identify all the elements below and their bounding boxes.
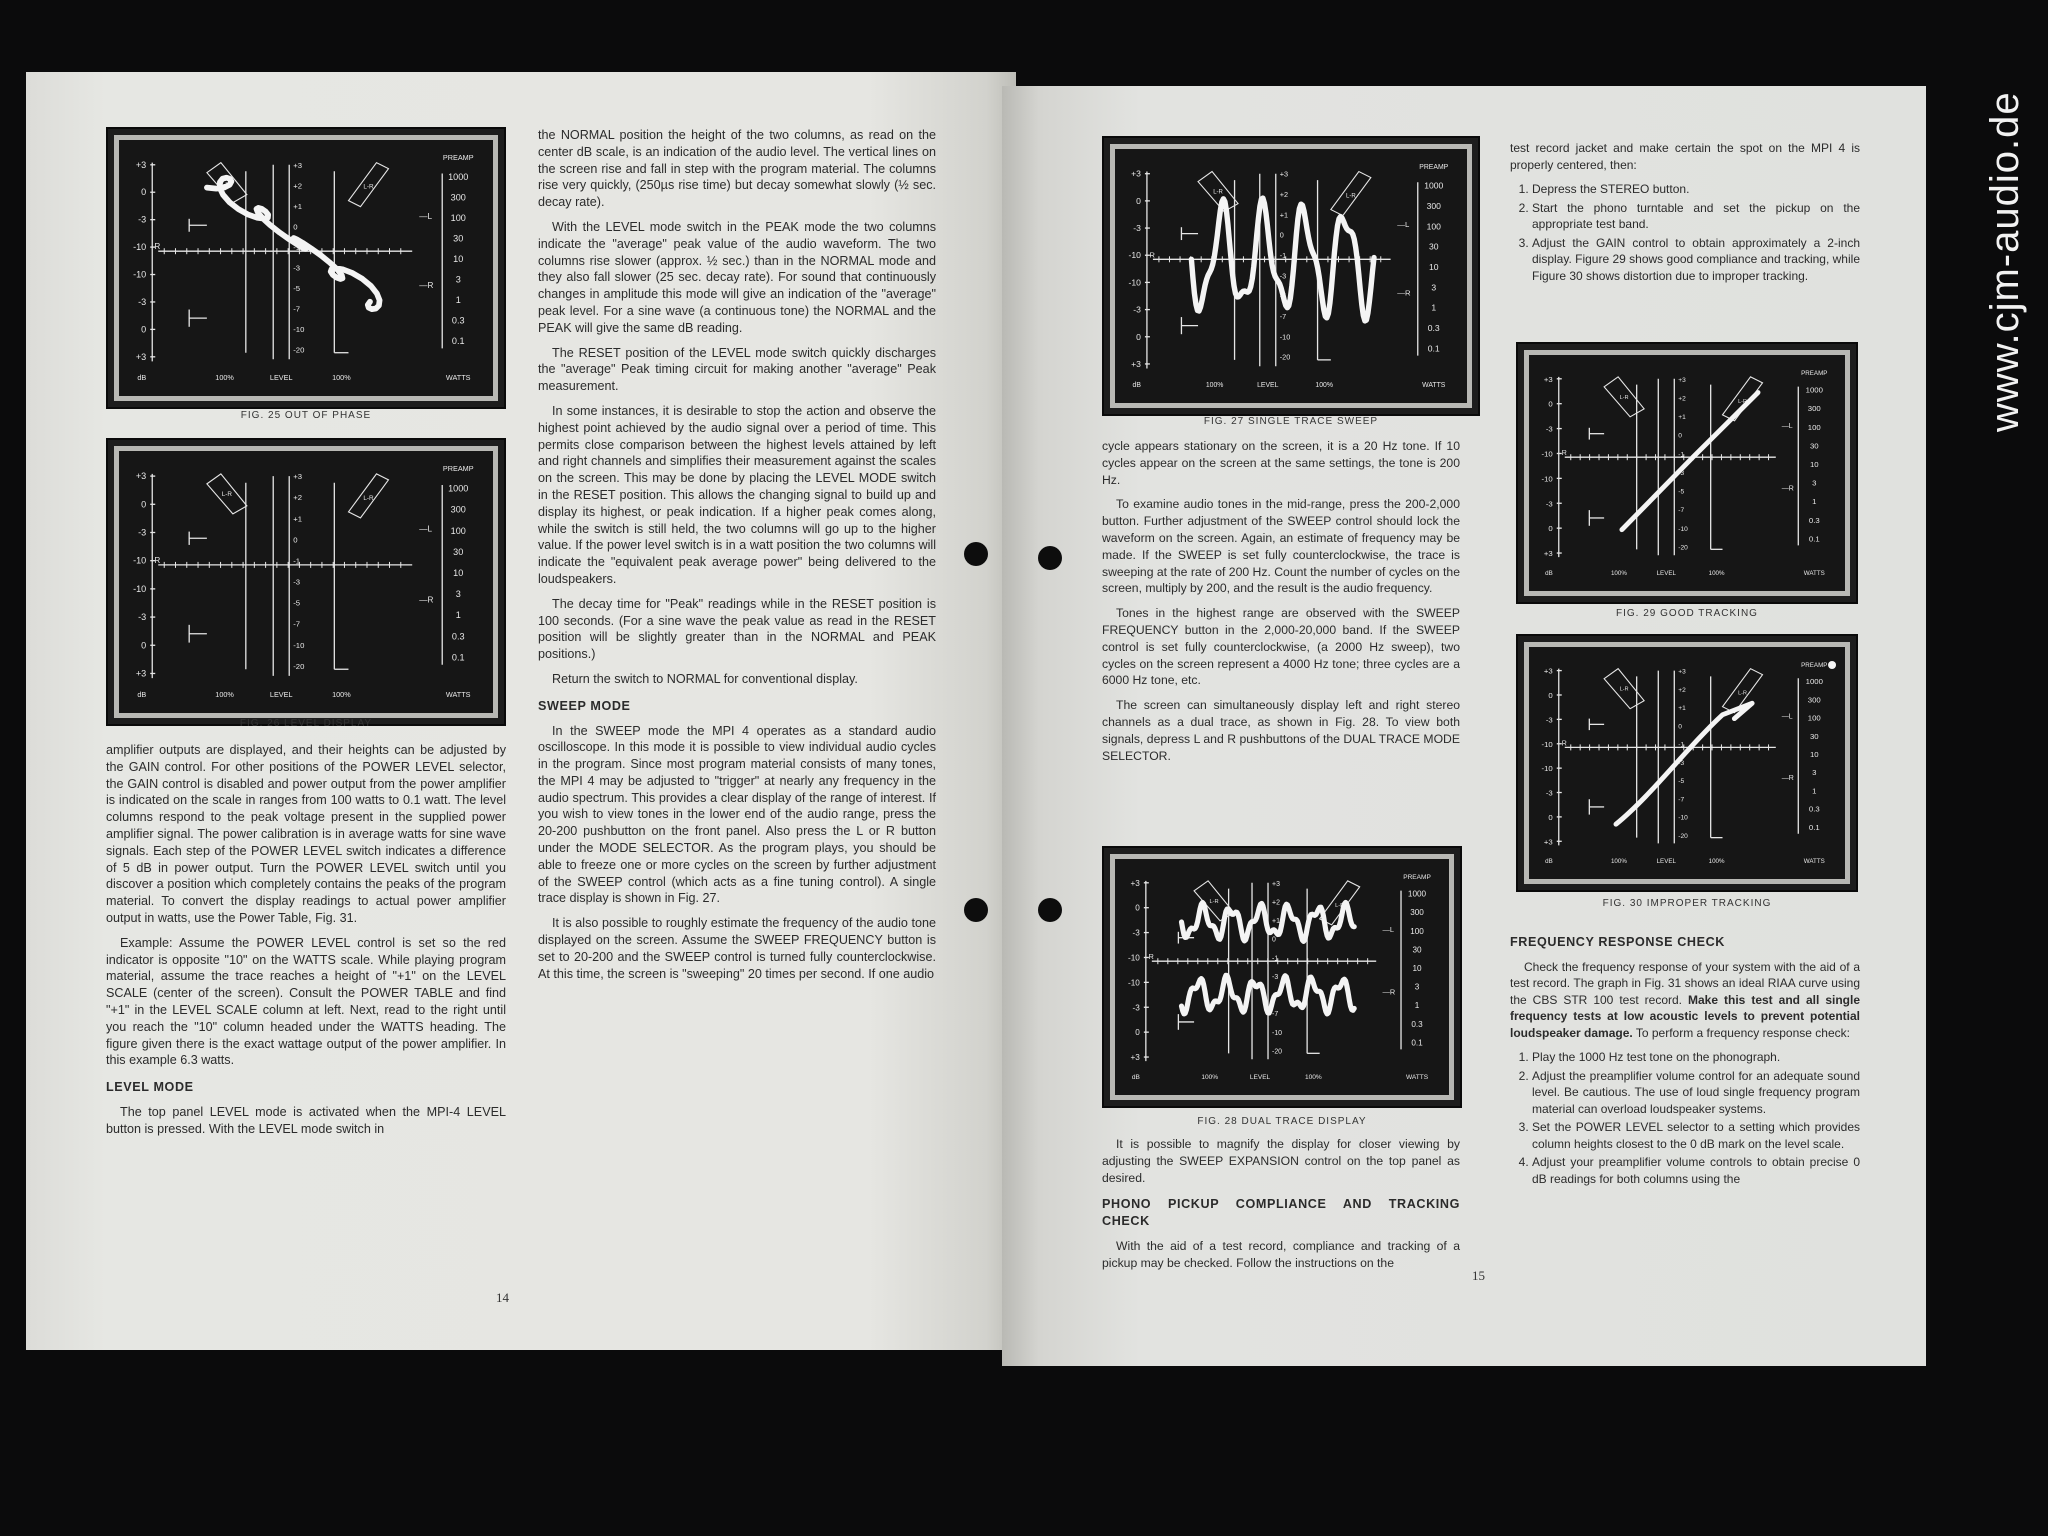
lr-label: L-R [1209,898,1219,905]
scale-label: 0 [1548,812,1553,822]
watts-scale-label: 1000 [1805,385,1823,395]
watts-label: WATTS [1405,1074,1429,1081]
watts-scale-label: 10 [453,254,464,264]
preamp-label: PREAMP [442,153,474,162]
percent-label: 100% [332,373,351,382]
indicator-dot [1828,661,1836,669]
scale-label: -3 [138,296,147,307]
level-scale-label: -1 [1279,251,1287,261]
binder-hole [1038,546,1062,570]
scale-label: -3 [138,214,147,225]
watts-scale-label: 1 [455,295,461,306]
watts-scale-label: 3 [1812,768,1817,778]
level-scale-label: -3 [293,577,301,587]
right-column-2-lower [1510,924,1860,1193]
watts-scale-label: 300 [1426,201,1441,212]
lr-label: L-R [1346,193,1356,200]
watts-label: WATTS [1422,382,1446,389]
paragraph: To examine audio tones in the mid-range, press the 200-2,000 button. Further adjustment of the SWEEP control should lock the waveform on the screen. Again, an estimate of frequency may be made. If the SWEEP is set fully counterclockwise, the trace is sweeping at the rate of 200 Hz. Count the number of cycles on the screen, multiply by 200, and the result is the audio frequency. [1102,497,1460,596]
lr-label: L-R [221,179,233,187]
level-scale-label: -10 [1678,525,1688,533]
watts-scale-label: 1 [1812,786,1817,796]
scale-label: -3 [1132,1003,1140,1013]
level-scale-label: 0 [1279,230,1284,240]
paragraph: Example: Assume the POWER LEVEL control is set so the red indicator is opposite "10" on the WATTS scale. While playing program material, assume the trace reaches a height of "+1" on the LEVEL SCALE (center of the screen). Consult the POWER TABLE and find "+1" in the LEVEL SCALE column at left. Next, read to the right until you reach the "10" column headed under the WATTS heading. The figure given there is the exact wattage output of the power amplifier. In this example 6.3 watts. [106,935,506,1068]
left-column-1 [106,742,506,1146]
watts-scale-label: 3 [455,274,461,285]
scale-label: -3 [1545,424,1553,434]
r-label: —R [1781,485,1794,493]
left-page [26,72,1016,1350]
watts-scale-label: 1 [1812,497,1817,507]
db-label: dB [137,690,147,699]
watts-scale-label: 30 [1809,731,1819,741]
figure-single-trace-sweep [1102,136,1480,416]
scale-label: +3 [1543,666,1553,676]
list-item: 4. Adjust your preamplifier volume controls to obtain precise 0 dB readings for both columns using the [1532,1154,1860,1187]
r-label: R [154,555,161,565]
section-heading: FREQUENCY RESPONSE CHECK [1510,935,1726,949]
db-label: dB [1545,858,1553,865]
paragraph: With the LEVEL mode switch in the PEAK mode the two columns indicate the "average" peak value of the audio waveform. The two columns rise slower (approx. ½ sec.) than in the NORMAL mode and they also fall slower (25 sec. decay rate). For sound that continuously changes in amplitude this mode will give an indication of the "average" peak level. For a sine wave (a continuous tone) the NORMAL and the PEAK will give the same dB reading. [538,219,936,335]
level-scale-label: +2 [1678,686,1686,694]
l-label: —L [1781,713,1793,721]
paragraph: In some instances, it is desirable to stop the action and observe the highest point achieved by the audio signal over a period of time. This permits close comparison between the highest levels attained by left and right channels and simplifies their measurement against the scales on the screen. This may be done by placing the LEVEL MODE switch in the RESET position. This allows the changing signal to build up and display its highest, or peak indication. If a higher peak comes along, while the switch is still held, the two columns will go up to the higher value. If the power level switch is in a watt position the two columns will indicate the "equivalent peak average power" being delivered to the loudspeakers. [538,403,936,586]
figure-caption: FIG. 26 LEVEL DISPLAY [239,718,373,729]
figure-out-of-phase [106,127,506,409]
level-scale-label: -20 [1678,832,1688,840]
level-scale-label: +1 [1272,918,1280,926]
level-scale-label: -5 [293,283,301,293]
preamp-label: PREAMP [1801,370,1828,377]
scale-label: -3 [1133,304,1141,315]
level-label: LEVEL [1249,1074,1271,1081]
r-label: R [1148,952,1154,962]
right-page [1002,86,1926,1366]
text-run: To perform a frequency response check: [1635,1025,1850,1040]
r-label: —R [1382,987,1396,997]
level-scale-label: +3 [1279,169,1289,179]
percent-label: 100% [215,373,234,382]
watts-scale-label: 1 [455,610,461,621]
level-scale-label: -5 [1678,488,1685,496]
figure-caption: FIG. 29 GOOD TRACKING [1616,608,1758,619]
scale-label: +3 [1131,168,1141,179]
watts-scale-label: 0.3 [1427,322,1440,333]
percent-label: 100% [1315,382,1333,389]
paragraph: The RESET position of the LEVEL mode switch quickly discharges the "average" Peak timing circuit for making another "average" Peak measurement. [538,345,936,394]
scale-label: -10 [1128,277,1141,288]
preamp-label: PREAMP [442,464,474,473]
lr-label: L-R [1738,690,1747,697]
paragraph [1510,959,1860,1042]
scale-label: -3 [1133,223,1141,234]
scale-label: +3 [135,351,147,362]
level-scale-label: +3 [293,160,303,170]
level-scale-label: +1 [1279,210,1289,220]
r-label: R [154,242,161,252]
section-heading: PHONO PICKUP COMPLIANCE AND TRACKING CHECK [1102,1197,1460,1229]
scale-label: -10 [133,555,147,566]
paragraph: With the aid of a test record, compliance and tracking of a pickup may be checked. Follow the instructions on the [1102,1238,1460,1270]
r-label: —R [419,280,434,290]
watts-label: WATTS [1803,858,1825,865]
percent-label: 100% [1610,858,1627,865]
scale-label: 0 [141,324,147,335]
scale-label: -10 [1128,250,1141,261]
scale-label: +3 [1543,374,1553,384]
watts-scale-label: 0.1 [1808,534,1820,544]
scale-label: 0 [141,499,147,510]
paragraph: The decay time for "Peak" readings while in the RESET position is 100 seconds. (For a sine wave the peak value as read in the RESET position will be slightly greater than in the NORMAL and PEAK positions.) [538,596,936,662]
scale-label: -3 [1132,928,1140,938]
watts-scale-label: 1000 [1805,677,1823,687]
scale-label: -10 [1541,449,1553,459]
watts-scale-label: 10 [1809,460,1819,469]
percent-label: 100% [1708,858,1725,865]
scale-label: 0 [1136,195,1141,206]
level-scale-label: -3 [1678,759,1685,767]
watts-scale-label: 1 [1414,1001,1420,1011]
paragraph: It is possible to magnify the display for closer viewing by adjusting the SWEEP EXPANSION control on the top panel as desired. [1102,1137,1460,1185]
binder-hole [964,898,988,922]
watts-label: WATTS [1803,570,1825,577]
scale-label: -3 [1545,499,1553,509]
db-label: dB [137,373,147,382]
level-scale-label: -7 [293,304,301,314]
level-label: LEVEL [269,373,293,382]
scale-label: +3 [135,471,147,482]
steps-list [1510,181,1860,284]
level-label: LEVEL [1656,570,1676,577]
scale-label: 0 [1548,690,1553,700]
watts-scale-label: 30 [1809,441,1819,451]
level-scale-label: -10 [1678,814,1688,822]
watts-scale-label: 100 [450,212,466,223]
level-scale-label: -5 [1279,291,1287,301]
watermark-text: www.cjm-audio.de [1983,91,2027,432]
watts-scale-label: 30 [453,546,464,557]
percent-label: 100% [1205,382,1224,389]
paragraph: Return the switch to NORMAL for conventional display. [552,671,858,686]
level-scale-label: +2 [293,181,303,191]
watts-scale-label: 10 [1412,964,1422,973]
watts-scale-label: 3 [1812,478,1817,488]
watts-label: WATTS [445,690,471,699]
scale-label: 0 [141,187,147,198]
watts-scale-label: 100 [1426,221,1441,232]
paragraph: amplifier outputs are displayed, and their heights can be adjusted by the GAIN control. For other positions of the POWER LEVEL selector, the GAIN control is disabled and power output from the power amplifier is indicated on the scale in ranges from 100 watts to 0.1 watt. The level columns respond to the peak voltage present in the supplied power amplifier signal. The power calibration is in average watts for sine wave signals. Each step of the POWER LEVEL switch indicates a difference of 5 dB in power output. Turn the POWER LEVEL switch until you discover a position which completely contains the peaks of the program material. To convert the display readings to actual power amplifier output in watts, use the Power Table, Fig. 31. [106,743,506,925]
scale-label: 0 [1135,1028,1140,1038]
level-scale-label: 0 [1272,936,1276,944]
scale-label: -3 [1545,788,1553,798]
binder-hole [964,542,988,566]
watts-scale-label: 30 [1412,945,1422,955]
percent-label: 100% [1708,570,1725,577]
lr-label: L-R [1619,394,1629,401]
figure-dual-trace-display [1102,846,1462,1108]
scale-label: -10 [1128,953,1140,963]
list-item: 3. Adjust the GAIN control to obtain approximately a 2-inch display. Figure 29 shows good compliance and tracking, while Figure 30 shows distortion due to improper tracking. [1532,235,1860,285]
paragraph: It is also possible to roughly estimate the frequency of the audio tone displayed on the screen. Assume the SWEEP FREQUENCY button is set to 20-200 and the SWEEP control is turned fully counterclockwise. At this time, the screen is "sweeping" 20 times per second. If one audio [538,916,936,981]
preamp-label: PREAMP [1801,662,1828,669]
l-label: —L [1781,422,1793,430]
level-scale-label: -20 [293,345,305,355]
paragraph: the NORMAL position the height of the two columns, as read on the center dB scale, is an indication of the audio level. The vertical lines on the screen rise and fall in step with the program material. The columns rise very quickly, (250µs rise time) but decay somewhat slowly (½ sec. decay rate). [538,128,936,210]
list-item: 1. Depress the STEREO button. [1532,181,1860,198]
lr-label: L-R [1335,902,1345,909]
level-scale-label: +3 [1678,376,1686,384]
r-label: R [1149,250,1155,260]
watts-scale-label: 0.1 [1411,1038,1423,1048]
lr-label: L-R [1619,686,1629,693]
scale-label: 0 [1136,331,1141,342]
r-label: R [1561,450,1567,458]
level-scale-label: 0 [1678,723,1682,731]
watts-scale-label: 3 [1431,282,1437,293]
scale-label: +3 [1130,1053,1140,1063]
steps-list [1510,1049,1860,1187]
level-scale-label: -1 [293,242,301,252]
level-scale-label: +1 [1678,705,1686,713]
l-label: —L [1382,924,1394,934]
watts-scale-label: 10 [453,568,464,578]
level-scale-label: -7 [293,619,301,629]
figure-caption: FIG. 25 OUT OF PHASE [240,410,372,421]
level-scale-label: -1 [1272,955,1279,963]
level-scale-label: 0 [293,535,298,545]
preamp-label: PREAMP [1403,874,1431,881]
level-scale-label: -20 [1272,1048,1283,1056]
section-heading: LEVEL MODE [106,1080,194,1095]
scale-label: -10 [133,583,147,594]
l-label: —L [419,211,432,221]
watts-scale-label: 100 [1807,713,1821,723]
figure-improper-tracking [1516,634,1858,892]
level-scale-label: +3 [293,472,303,482]
lr-label: L-R [221,490,233,498]
scale-label: +3 [1131,358,1141,369]
watts-scale-label: 300 [1807,404,1821,414]
list-item: 2. Start the phono turntable and set the pickup on the appropriate test band. [1532,200,1860,233]
right-column-1 [1102,438,1460,772]
level-scale-label: -1 [1678,741,1685,749]
level-scale-label: +1 [293,201,303,211]
list-item: 2. Adjust the preamplifier volume control for an adequate sound level. Be cautious. The use of loud single frequency program material can overload loudspeaker systems. [1532,1068,1860,1118]
list-item: 3. Set the POWER LEVEL selector to a setting which provides column heights closest to the 0 dB mark on the level scale. [1532,1119,1860,1152]
percent-label: 100% [1201,1074,1219,1081]
scale-label: 0 [141,640,147,651]
paragraph: cycle appears stationary on the screen, it is a 20 Hz tone. If 10 cycles appear on the screen at the same settings, the tone is 200 Hz. [1102,439,1460,487]
percent-label: 100% [1610,570,1627,577]
level-scale-label: -5 [293,598,301,608]
figure-good-tracking [1516,342,1858,604]
watts-scale-label: 100 [450,525,466,536]
watts-scale-label: 0.3 [451,315,465,326]
scale-label: -10 [1541,764,1553,774]
level-scale-label: -20 [1678,544,1688,552]
level-label: LEVEL [269,690,293,699]
scale-label: -10 [1541,739,1553,749]
percent-label: 100% [1305,1074,1322,1081]
watts-label: WATTS [445,373,471,382]
right-column-2 [1510,140,1860,290]
section-heading: SWEEP MODE [538,698,631,713]
r-label: —R [1781,775,1794,783]
level-scale-label: -3 [293,263,301,273]
level-scale-label: +3 [1272,880,1280,888]
binder-hole [1038,898,1062,922]
level-scale-label: -5 [1678,778,1685,786]
right-column-1-lower [1102,1136,1460,1280]
paragraph: The top panel LEVEL mode is activated when the MPI-4 LEVEL button is pressed. With the LEVEL mode switch in [106,1104,506,1136]
text-run: Check the frequency response of your system with the aid of a test record. The graph in Fig. 31 shows an ideal RIAA curve using the CBS STR 100 test record. [1510,959,1860,1007]
scale-label: +3 [135,159,147,170]
lr-label: L-R [1213,189,1223,196]
watts-scale-label: 0.1 [1427,343,1440,354]
figure-caption: FIG. 28 DUAL TRACE DISPLAY [1197,1116,1367,1127]
paragraph: The screen can simultaneously display left and right stereo channels as a dual trace, as shown in Fig. 28. To view both signals, depress L and R pushbuttons of the DUAL TRACE MODE SELECTOR. [1102,698,1460,763]
level-scale-label: -1 [1678,451,1685,459]
scale-label: +3 [135,668,147,679]
watermark [1975,40,2035,440]
scale-label: -3 [138,527,147,538]
level-scale-label: +2 [1678,395,1686,403]
db-label: dB [1132,382,1141,389]
watts-scale-label: 0.3 [1411,1019,1423,1029]
watts-scale-label: 1000 [448,483,469,494]
tracking-trace [1619,393,1758,530]
percent-label: 100% [215,690,234,699]
watts-scale-label: 1 [1431,302,1437,313]
paragraph: Tones in the highest range are observed with the SWEEP FREQUENCY button in the 2,000-20,000 band. If the SWEEP control is set fully counterclockwise, (a 2000 Hz sweep), two cycles on the screen represent a 4000 Hz tone; three cycles are a 6000 Hz tone, etc. [1102,606,1460,688]
level-scale-label: -3 [1678,469,1685,477]
level-scale-label: -7 [1678,796,1685,804]
list-item: 1. Play the 1000 Hz test tone on the phonograph. [1532,1049,1860,1066]
level-scale-label: +2 [1272,899,1280,907]
db-label: dB [1131,1074,1140,1081]
scale-label: +3 [1543,837,1553,847]
scale-label: -3 [1545,715,1553,725]
watts-scale-label: 300 [1410,908,1424,918]
db-label: dB [1545,570,1553,577]
level-scale-label: +1 [1678,414,1686,422]
level-scale-label: -3 [1279,271,1287,281]
level-label: LEVEL [1656,858,1676,865]
warning-text: Make this test and all single frequency tests at low acoustic levels to prevent potential loudspeaker damage. [1510,992,1860,1040]
l-label: —L [1397,220,1410,230]
lr-label: L-R [363,183,374,191]
percent-label: 100% [332,690,351,699]
r-label: —R [419,595,434,605]
level-scale-label: -10 [1272,1029,1283,1037]
watts-scale-label: 100 [1807,422,1821,432]
scale-label: -3 [138,612,147,623]
scale-label: 0 [1548,524,1553,534]
level-scale-label: -1 [293,556,301,566]
watts-scale-label: 30 [1428,241,1439,252]
watts-scale-label: 0.1 [451,652,465,663]
level-scale-label: -7 [1678,507,1685,515]
level-scale-label: -7 [1279,312,1287,322]
preamp-label: PREAMP [1419,164,1449,171]
watts-scale-label: 300 [450,192,466,203]
scale-label: +3 [1543,549,1553,559]
watts-scale-label: 1000 [1424,180,1444,191]
watts-scale-label: 0.1 [1808,822,1820,832]
r-label: R [1561,740,1567,748]
level-scale-label: -10 [1279,332,1291,342]
level-scale-label: +1 [293,514,303,524]
level-scale-label: -10 [293,324,305,334]
level-scale-label: 0 [1678,432,1682,440]
scale-label: +3 [1130,878,1140,888]
paragraph: In the SWEEP mode the MPI 4 operates as a standard audio oscilloscope. In this mode it is possible to view individual audio cycles in the program. Since most program material consists of many tones, the MPI 4 may be adjusted to "trigger" at nearly any frequency in the audio spectrum. This provides a clear display of the range of interest. If you wish to view tones in the lower end of the audio range, press the 20-200 pushbutton on the front panel. Also press the L or R button under the MODE SELECTOR. As the program plays, you should be able to freeze one or more cycles on the screen by further adjustment of the SWEEP control (which acts as a fine tuning control). A single trace display is shown in Fig. 27. [538,723,936,906]
watts-scale-label: 1000 [1407,889,1427,899]
watts-scale-label: 10 [1809,750,1819,759]
level-scale-label: 0 [293,222,298,232]
lr-label: L-R [363,494,374,502]
watts-scale-label: 3 [455,589,461,600]
watts-scale-label: 10 [1428,262,1439,272]
level-scale-label: -5 [1272,992,1279,1000]
watts-scale-label: 3 [1414,982,1420,992]
scale-label: 0 [1548,399,1553,409]
lr-label: L-R [1738,398,1747,405]
watts-scale-label: 300 [1807,695,1821,705]
watts-scale-label: 0.3 [451,631,465,642]
left-column-2 [538,127,936,990]
watts-scale-label: 300 [450,504,466,515]
figure-level-display [106,438,506,726]
scale-label: 0 [1135,903,1140,913]
figure-caption: FIG. 30 IMPROPER TRACKING [1602,898,1772,909]
level-scale-label: -20 [1279,352,1291,362]
level-scale-label: +2 [1279,190,1289,200]
watts-scale-label: 0.3 [1808,515,1820,525]
figure-caption: FIG. 27 SINGLE TRACE SWEEP [1203,416,1379,427]
watts-scale-label: 1000 [448,171,469,182]
r-label: —R [1397,288,1411,298]
scale-label: -10 [133,269,147,280]
scale-label: -10 [1541,474,1553,484]
watts-scale-label: 0.3 [1808,804,1820,814]
watts-scale-label: 0.1 [451,336,465,347]
level-scale-label: -10 [293,640,305,650]
watts-scale-label: 30 [453,233,464,244]
watts-scale-label: 100 [1410,926,1424,936]
level-scale-label: +3 [1678,668,1686,676]
l-label: —L [419,524,432,534]
level-scale-label: -3 [1272,973,1279,981]
scale-label: -10 [1128,978,1140,988]
page-number: 14 [496,1290,509,1305]
page-number: 15 [1472,1268,1485,1283]
level-scale-label: -20 [293,661,305,671]
level-scale-label: +2 [293,493,303,503]
paragraph: test record jacket and make certain the spot on the MPI 4 is properly centered, then: [1510,141,1860,172]
level-scale-label: -7 [1272,1011,1279,1019]
level-label: LEVEL [1257,382,1279,389]
scale-label: -10 [133,242,147,253]
